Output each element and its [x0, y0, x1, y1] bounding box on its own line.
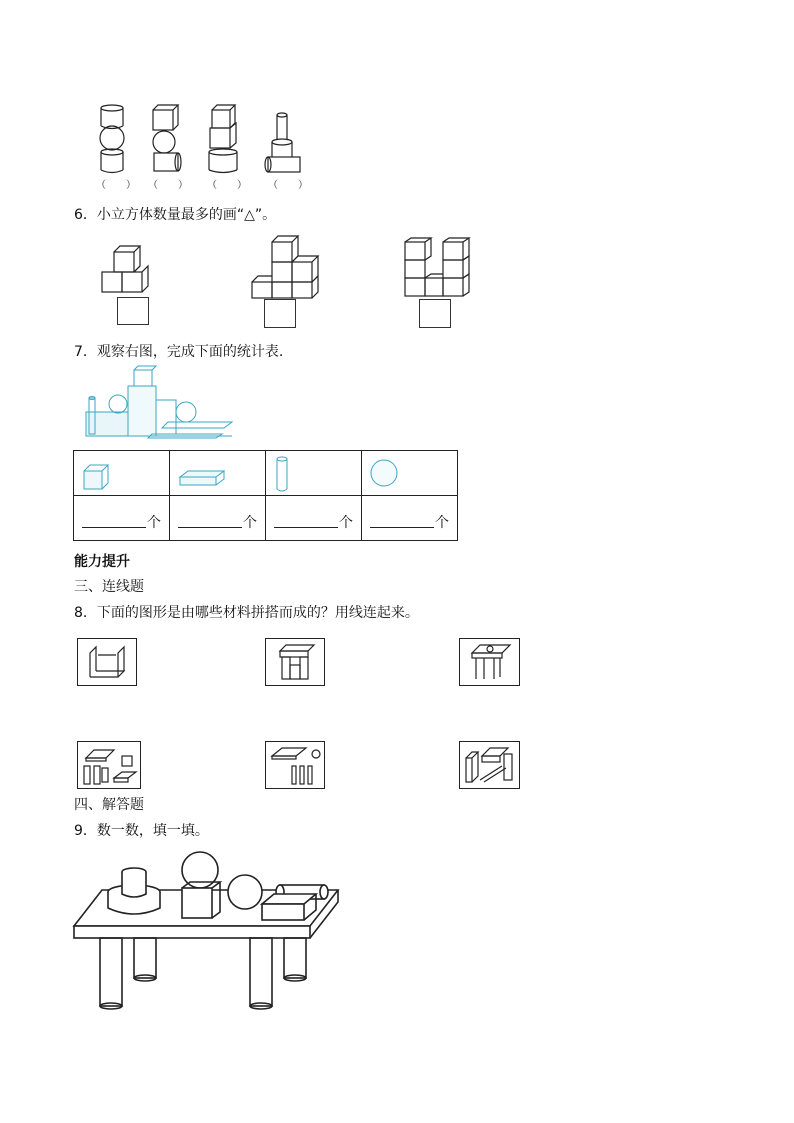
match-parts-bottom-3[interactable] — [459, 741, 520, 789]
match-parts-bottom-1[interactable] — [77, 741, 141, 789]
fill-blank-line — [274, 527, 338, 528]
blocks-scene-figure — [82, 368, 234, 440]
question-9-text: 9．数一数，填一填。 — [74, 823, 209, 839]
cuboid-icon — [178, 469, 228, 487]
parts-planks-rods-icon — [462, 744, 518, 786]
question-6-text: 6．小立方体数量最多的画“△”。 — [74, 207, 277, 223]
cube-stack-figure-1 — [100, 244, 160, 300]
count-cell-cuboid[interactable] — [170, 496, 266, 541]
statistics-table — [73, 450, 458, 541]
question-7-text: 7．观察右图，完成下面的统计表. — [74, 344, 284, 360]
fill-blank-line — [178, 527, 242, 528]
parts-board-cube-icon — [80, 744, 138, 786]
u-shape-icon — [86, 643, 130, 681]
table-shape-icon — [468, 643, 512, 681]
fill-blank-line — [370, 527, 434, 528]
unit-label: 个 — [339, 515, 353, 531]
unit-label: 个 — [243, 515, 257, 531]
answer-box-2[interactable] — [264, 299, 296, 328]
answer-box-1[interactable] — [117, 297, 149, 325]
count-cell-cylinder[interactable] — [266, 496, 362, 541]
answer-paren-2[interactable]: （ ） — [148, 180, 188, 191]
table-cell-cube — [74, 451, 170, 496]
match-parts-bottom-2[interactable] — [265, 741, 325, 789]
count-cell-sphere[interactable] — [362, 496, 458, 541]
cube-icon — [82, 463, 112, 493]
cube-stack-figure-3 — [403, 236, 473, 302]
match-shape-top-3[interactable] — [459, 638, 520, 686]
table-cell-cylinder — [266, 451, 362, 496]
match-shape-top-1[interactable] — [77, 638, 137, 686]
section-ability-heading: 能力提升 — [74, 554, 130, 570]
section-3-heading: 三、连线题 — [74, 579, 144, 595]
count-cell-cube[interactable] — [74, 496, 170, 541]
stool-shape-icon — [274, 643, 318, 681]
match-shape-top-2[interactable] — [265, 638, 325, 686]
unit-label: 个 — [147, 515, 161, 531]
cube-stack-figure-2 — [250, 234, 320, 300]
cylinder-icon — [274, 455, 292, 495]
answer-paren-3[interactable]: （ ） — [207, 180, 247, 191]
section-4-heading: 四、解答题 — [74, 797, 144, 813]
sphere-icon — [370, 459, 400, 489]
question-8-text: 8．下面的图形是由哪些材料拼搭而成的？用线连起来。 — [74, 605, 419, 621]
unit-label: 个 — [435, 515, 449, 531]
parts-board-cylinders-icon — [268, 744, 322, 786]
table-cell-sphere — [362, 451, 458, 496]
answer-paren-1[interactable]: （ ） — [96, 180, 136, 191]
fill-blank-line — [82, 527, 146, 528]
answer-box-3[interactable] — [419, 299, 451, 328]
table-cell-cuboid — [170, 451, 266, 496]
answer-paren-4[interactable]: （ ） — [268, 180, 308, 191]
table-with-solids-figure — [70, 848, 345, 1013]
